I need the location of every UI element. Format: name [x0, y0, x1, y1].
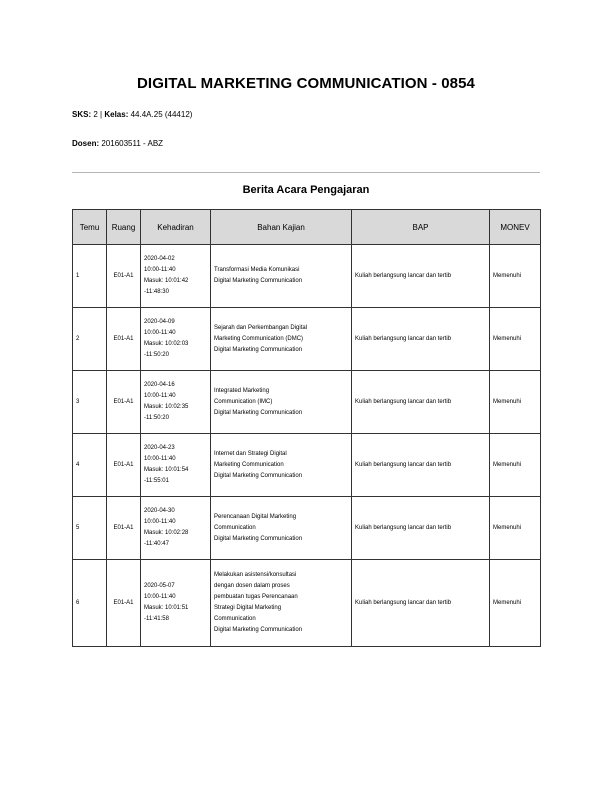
dosen-label: Dosen:: [72, 139, 100, 148]
cell-kehadiran: [141, 245, 211, 308]
cell-kehadiran: [141, 497, 211, 560]
cell-bap: Kuliah berlangsung lancar dan tertib: [352, 245, 490, 308]
cell-bahan-kajian-line: Digital Marketing Communication: [214, 472, 303, 479]
cell-kehadiran-line: Masuk: 10:01:51: [144, 605, 189, 611]
cell-kehadiran-line: -11:40:47: [144, 541, 169, 547]
cell-kehadiran-line: 2020-04-23: [144, 445, 175, 451]
cell-kehadiran-line: 2020-04-09: [144, 319, 175, 325]
cell-bahan-kajian-line: Communication: [214, 616, 256, 622]
cell-kehadiran: [141, 308, 211, 371]
table-row: [73, 245, 541, 308]
header-monev: MONEV: [490, 210, 541, 245]
sks-value: 2: [93, 110, 98, 119]
cell-temu: 3: [73, 371, 107, 434]
cell-kehadiran-line: Masuk: 10:01:42: [144, 278, 189, 284]
cell-kehadiran-line: 10:00-11:40: [144, 519, 176, 525]
cell-bahan-kajian-line: Sejarah dan Perkembangan Digital: [214, 324, 308, 331]
cell-kehadiran: [141, 560, 211, 647]
cell-bahan-kajian: [211, 497, 352, 560]
cell-bap: Kuliah berlangsung lancar dan tertib: [352, 371, 490, 434]
cell-monev: Memenuhi: [490, 560, 541, 647]
cell-kehadiran-line: 2020-05-07: [144, 583, 175, 589]
cell-bahan-kajian: [211, 371, 352, 434]
table-row: [73, 560, 541, 647]
sks-label: SKS:: [72, 110, 92, 119]
header-bap: BAP: [352, 210, 490, 245]
cell-monev: Memenuhi: [490, 245, 541, 308]
lecturer-meta: [72, 139, 163, 148]
cell-bahan-kajian-line: Internet dan Strategi Digital: [214, 450, 287, 457]
cell-temu: 2: [73, 308, 107, 371]
cell-bap: Kuliah berlangsung lancar dan tertib: [352, 434, 490, 497]
cell-kehadiran-line: -11:50:20: [144, 352, 169, 358]
cell-bahan-kajian: [211, 434, 352, 497]
cell-bahan-kajian-line: Marketing Communication (DMC): [214, 335, 304, 342]
table-row: [73, 434, 541, 497]
cell-ruang: E01-A1: [107, 560, 141, 647]
table-row: [73, 371, 541, 434]
cell-bahan-kajian-line: Digital Marketing Communication: [214, 409, 303, 416]
table-row: [73, 497, 541, 560]
header-kehadiran: Kehadiran: [141, 210, 211, 245]
cell-bahan-kajian-line: Melakukan asistensi/konsultasi: [214, 572, 297, 578]
cell-kehadiran-line: -11:48:30: [144, 289, 169, 295]
cell-monev: Memenuhi: [490, 497, 541, 560]
cell-bahan-kajian-line: Digital Marketing Communication: [214, 346, 303, 353]
header-bahan-kajian: Bahan Kajian: [211, 210, 352, 245]
cell-temu: 6: [73, 560, 107, 647]
cell-kehadiran-line: Masuk: 10:01:54: [144, 467, 189, 473]
cell-monev: Memenuhi: [490, 434, 541, 497]
section-title: Berita Acara Pengajaran: [242, 184, 370, 196]
dosen-value: 201603511 - ABZ: [101, 139, 164, 148]
cell-bahan-kajian-line: Marketing Communication: [214, 461, 284, 468]
cell-ruang: E01-A1: [107, 497, 141, 560]
cell-bahan-kajian-line: Communication: [214, 524, 256, 531]
cell-kehadiran-line: 2020-04-30: [144, 508, 175, 514]
cell-monev: Memenuhi: [490, 308, 541, 371]
cell-temu: 4: [73, 434, 107, 497]
kelas-value: 44.4A.25 (44412): [130, 110, 193, 119]
cell-ruang: E01-A1: [107, 245, 141, 308]
cell-kehadiran-line: 10:00-11:40: [144, 594, 176, 600]
cell-kehadiran: [141, 434, 211, 497]
cell-bap: Kuliah berlangsung lancar dan tertib: [352, 308, 490, 371]
cell-bahan-kajian-line: Digital Marketing Communication: [214, 535, 303, 542]
table-header-row: [73, 210, 541, 245]
cell-kehadiran-line: -11:50:20: [144, 415, 169, 421]
cell-bahan-kajian-line: Perencanaan Digital Marketing: [214, 513, 297, 520]
cell-bahan-kajian-line: Communication (IMC): [214, 398, 273, 405]
cell-bahan-kajian: [211, 560, 352, 647]
cell-kehadiran-line: -11:41:58: [144, 616, 169, 622]
cell-kehadiran-line: 10:00-11:40: [144, 330, 176, 336]
meta-separator: |: [100, 110, 103, 119]
cell-bahan-kajian-line: Integrated Marketing: [214, 387, 270, 394]
cell-bap: Kuliah berlangsung lancar dan tertib: [352, 497, 490, 560]
cell-kehadiran-line: Masuk: 10:02:03: [144, 341, 189, 347]
header-temu: Temu: [73, 210, 107, 245]
cell-bahan-kajian: [211, 245, 352, 308]
cell-bahan-kajian-line: Digital Marketing Communication: [214, 627, 303, 633]
teaching-log-table: [72, 209, 541, 647]
divider: [72, 172, 540, 173]
cell-ruang: E01-A1: [107, 308, 141, 371]
cell-kehadiran-line: 2020-04-02: [144, 256, 175, 262]
cell-bahan-kajian: [211, 308, 352, 371]
cell-kehadiran-line: -11:55:01: [144, 478, 169, 484]
cell-kehadiran-line: Masuk: 10:02:35: [144, 404, 189, 410]
cell-kehadiran-line: 10:00-11:40: [144, 393, 176, 399]
cell-monev: Memenuhi: [490, 371, 541, 434]
cell-bahan-kajian-line: pembuatan tugas Perencanaan: [214, 594, 298, 600]
cell-kehadiran: [141, 371, 211, 434]
cell-bahan-kajian-line: Transformasi Media Komunikasi: [214, 267, 300, 273]
cell-temu: 5: [73, 497, 107, 560]
cell-kehadiran-line: 10:00-11:40: [144, 456, 176, 462]
cell-temu: 1: [73, 245, 107, 308]
cell-kehadiran-line: Masuk: 10:02:28: [144, 530, 189, 536]
cell-bahan-kajian-line: Digital Marketing Communication: [214, 278, 303, 284]
cell-ruang: E01-A1: [107, 434, 141, 497]
cell-kehadiran-line: 10:00-11:40: [144, 267, 176, 273]
header-ruang: Ruang: [107, 210, 141, 245]
table-row: [73, 308, 541, 371]
course-meta: [72, 110, 192, 119]
cell-bap: Kuliah berlangsung lancar dan tertib: [352, 560, 490, 647]
cell-bahan-kajian-line: dengan dosen dalam proses: [214, 583, 290, 589]
kelas-label: Kelas:: [104, 110, 129, 119]
cell-bahan-kajian-line: Strategi Digital Marketing: [214, 605, 282, 611]
cell-kehadiran-line: 2020-04-16: [144, 382, 175, 388]
page-title: DIGITAL MARKETING COMMUNICATION - 0854: [137, 75, 475, 92]
cell-ruang: E01-A1: [107, 371, 141, 434]
